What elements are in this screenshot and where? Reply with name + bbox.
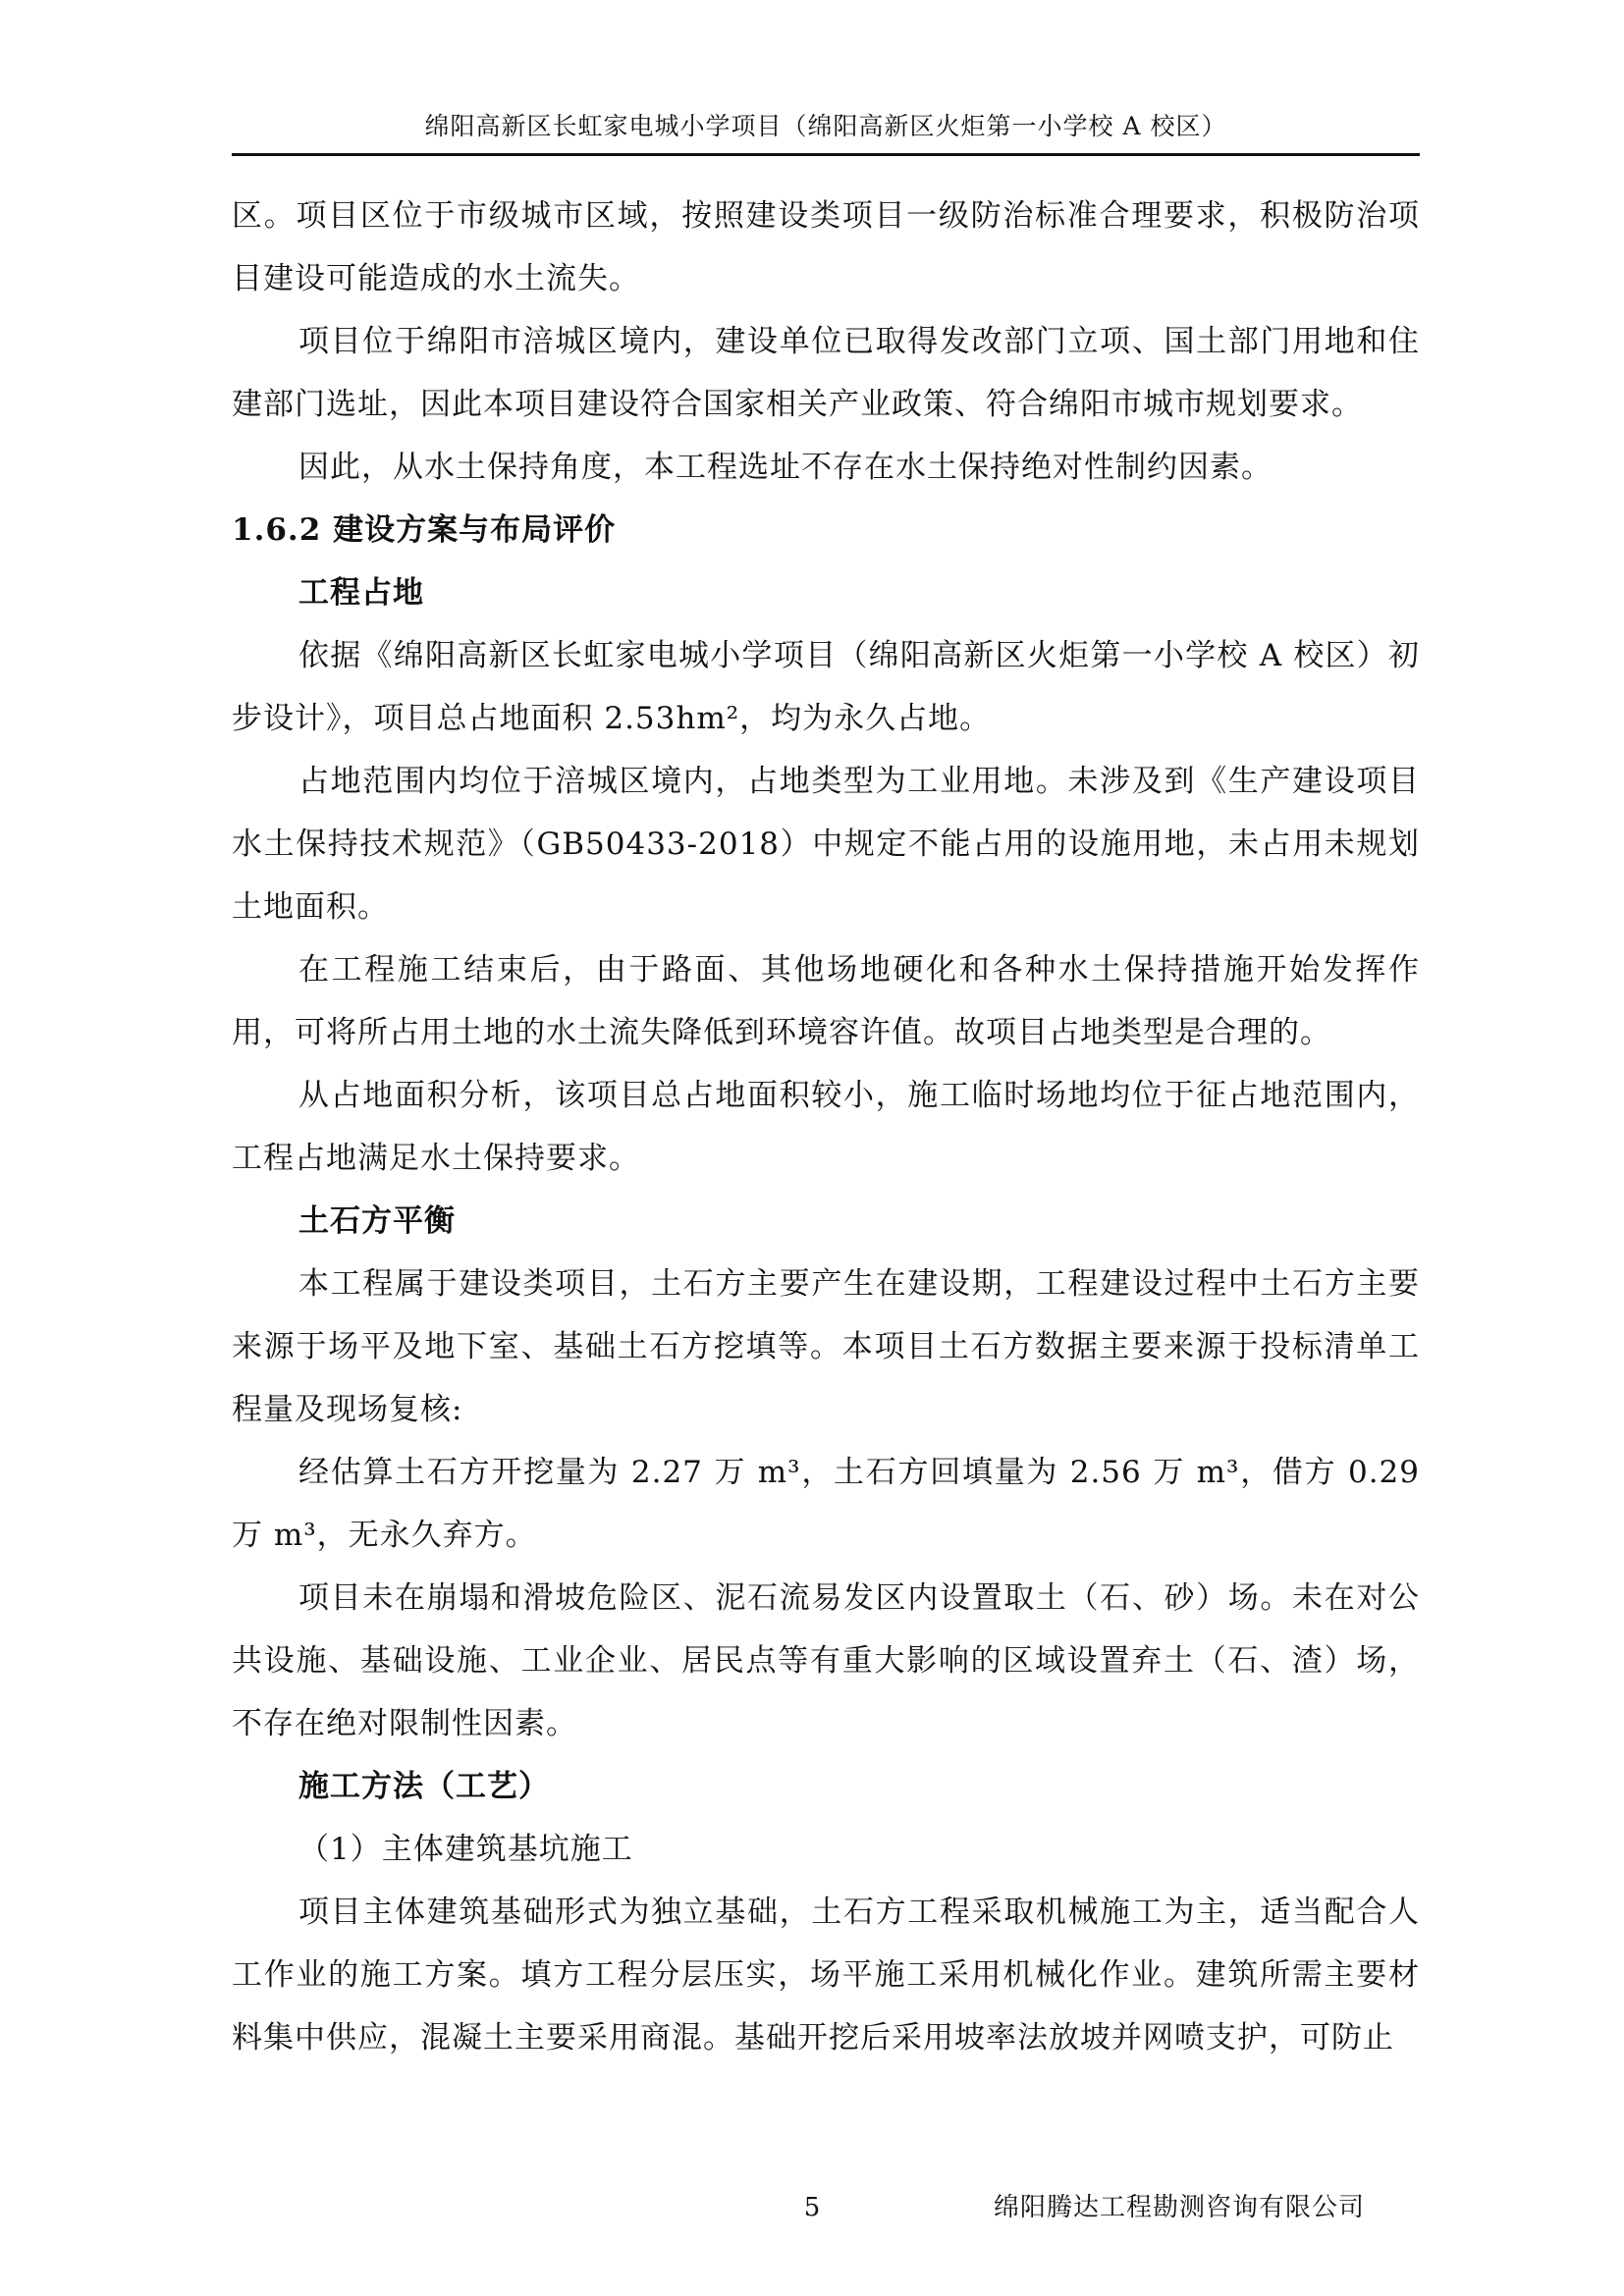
paragraph-11: 项目主体建筑基础形式为独立基础，土石方工程采取机械施工为主，适当配合人工作业的施工方案。填方工程分层压实，场平施工采用机械化作业。建筑所需主要材料集中供应，混凝土主要采用商混。基础开挖后采用坡率法放坡并网喷支护，可防止 [232,1895,1420,2056]
subheading-construction-method: 施工方法（工艺） [298,1769,550,1804]
section-heading-1-6-2: 1.6.2 建设方案与布局评价 [232,512,617,548]
paragraph-6: 在工程施工结束后，由于路面、其他场地硬化和各种水土保持措施开始发挥作用，可将所占用土地的水土流失降低到环境容许值。故项目占地类型是合理的。 [232,952,1420,1050]
paragraph-2: 项目位于绵阳市涪城区境内，建设单位已取得发改部门立项、国土部门用地和住建部门选址，因此本项目建设符合国家相关产业政策、符合绵阳市城市规划要求。 [232,324,1420,422]
subheading-earthwork-balance: 土石方平衡 [298,1203,456,1239]
subheading-foundation-pit: （1）主体建筑基坑施工 [298,1832,633,1867]
paragraph-3: 因此，从水土保持角度，本工程选址不存在水土保持绝对性制约因素。 [298,450,1272,485]
page-number: 5 [803,2193,821,2222]
paragraph-1: 区。项目区位于市级城市区域，按照建设类项目一级防治标准合理要求，积极防治项目建设可能造成的水土流失。 [232,198,1420,296]
paragraph-10: 项目未在崩塌和滑坡危险区、泥石流易发区内设置取土（石、砂）场。未在对公共设施、基础设施、工业企业、居民点等有重大影响的区域设置弃土（石、渣）场，不存在绝对限制性因素。 [232,1580,1420,1741]
paragraph-9: 经估算土石方开挖量为 2.27 万 m³，土石方回填量为 2.56 万 m³，借方 0.29 万 m³，无永久弃方。 [232,1455,1420,1553]
footer-company: 绵阳腾达工程勘测咨询有限公司 [993,2193,1365,2222]
paragraph-4: 依据《绵阳高新区长虹家电城小学项目（绵阳高新区火炬第一小学校 A 校区）初步设计》，项目总占地面积 2.53hm²，均为永久占地。 [232,638,1420,736]
header-rule [232,153,1420,156]
paragraph-5: 占地范围内均位于涪城区境内，占地类型为工业用地。未涉及到《生产建设项目水土保持技术规范》（GB50433-2018）中规定不能占用的设施用地，未占用未规划土地面积。 [232,764,1420,925]
document-body [232,185,1420,2069]
subheading-land-occupation: 工程占地 [298,575,424,611]
running-header: 绵阳高新区长虹家电城小学项目（绵阳高新区火炬第一小学校 A 校区） [424,112,1227,140]
paragraph-7: 从占地面积分析，该项目总占地面积较小，施工临时场地均位于征占地范围内，工程占地满足水土保持要求。 [232,1078,1420,1176]
paragraph-8: 本工程属于建设类项目，土石方主要产生在建设期，工程建设过程中土石方主要来源于场平及地下室、基础土石方挖填等。本项目土石方数据主要来源于投标清单工程量及现场复核: [232,1266,1420,1427]
